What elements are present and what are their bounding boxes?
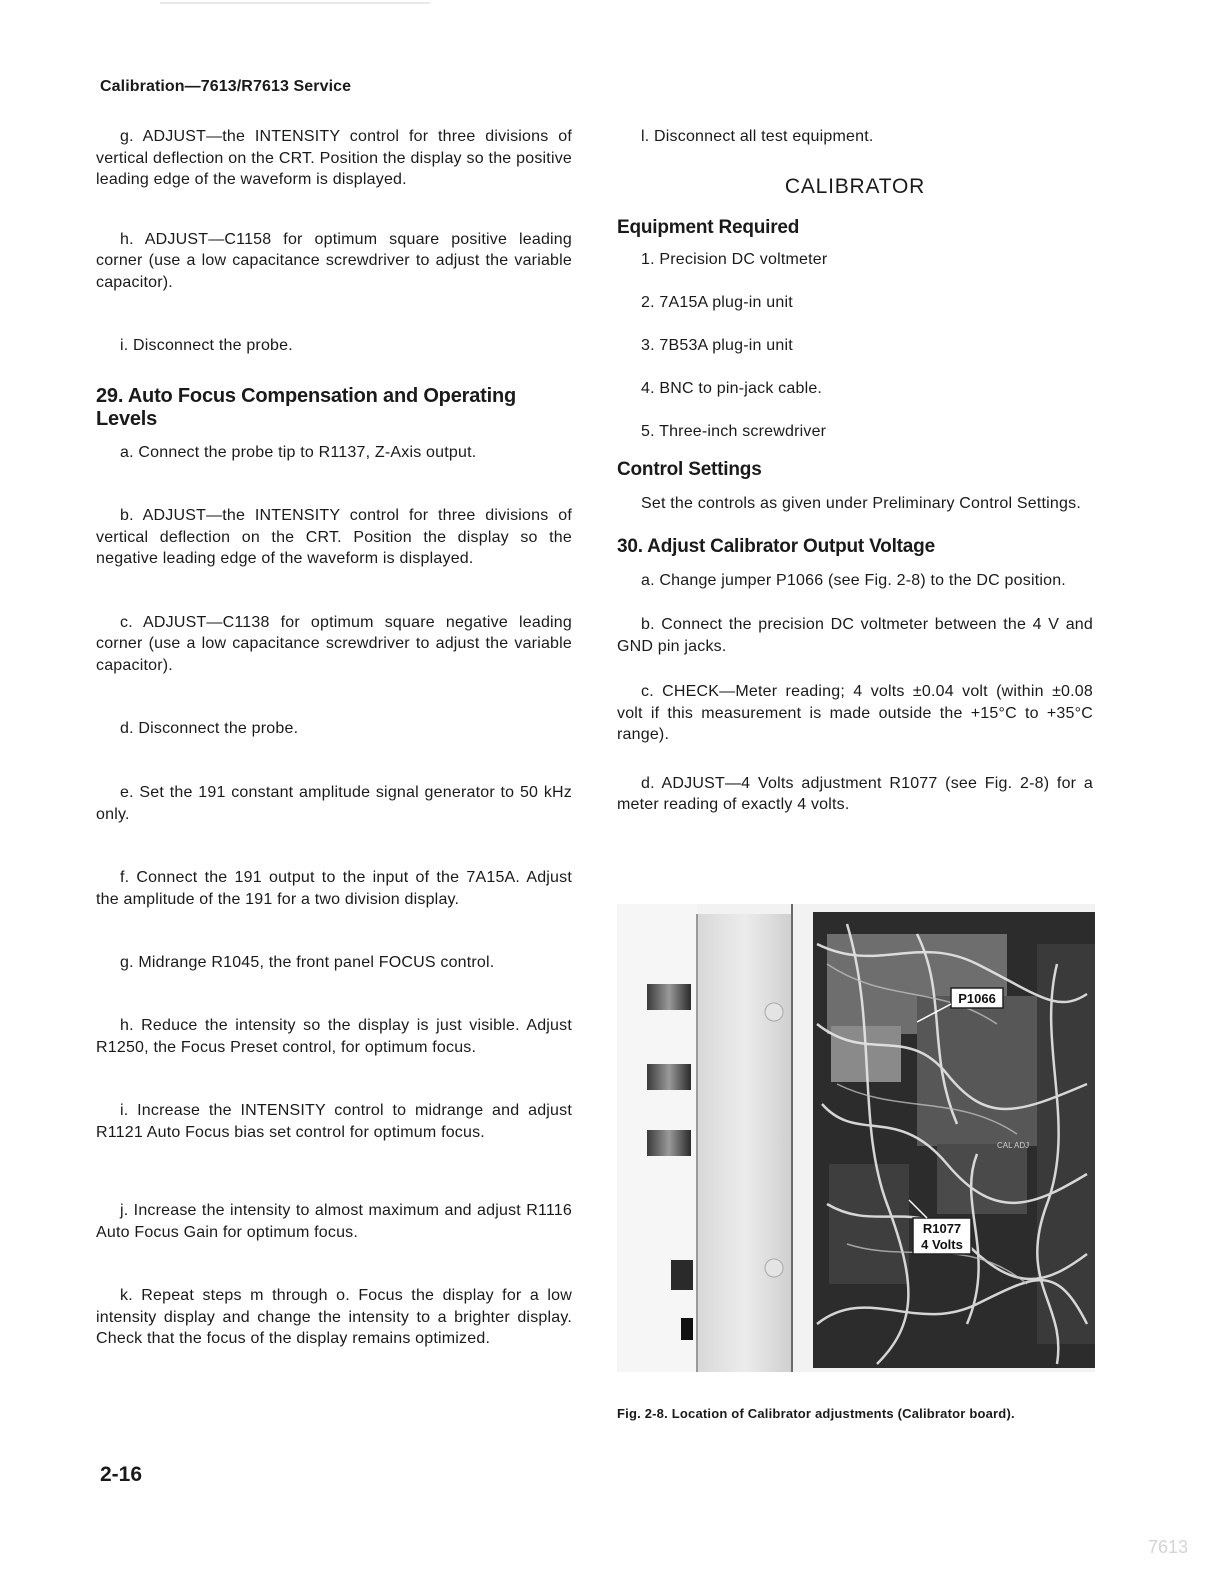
section-29-step-f: f. Connect the 191 output to the input of the 7A15A. Adjust the amplitude of the 191 for a two division display. [96, 869, 572, 908]
section-30-step-b: b. Connect the precision DC voltmeter between the 4 V and GND pin jacks. [617, 616, 1093, 655]
four-volts-label: 4 Volts [921, 1237, 963, 1252]
equipment-item: 1. Precision DC voltmeter [641, 251, 828, 268]
page-number: 2-16 [100, 1463, 143, 1486]
step-i: i. Disconnect the probe. [120, 337, 293, 354]
equipment-list [617, 249, 1093, 442]
step-g: g. ADJUST—the INTENSITY control for three divisions of vertical deflection on the CRT. Position the display so the positive leading edge of the waveform is displayed. [96, 128, 572, 188]
calibrator-heading: CALIBRATOR [784, 175, 926, 198]
section-29-step-k: k. Repeat steps m through o. Focus the display for a low intensity display and change the intensity to a brighter display. Check that the focus of the display remains optimized. [96, 1287, 572, 1347]
section-29-step-b: b. ADJUST—the INTENSITY control for three divisions of vertical deflection on the CRT. Position the display so the negative leading edge of the waveform is displayed. [96, 507, 572, 567]
equipment-item: 2. 7A15A plug-in unit [641, 294, 793, 311]
section-30-step-c: c. CHECK—Meter reading; 4 volts ±0.04 volt (within ±0.08 volt if this measurement is made outside the +15°C to +35°C range). [617, 683, 1093, 743]
top-edge-line [160, 2, 430, 4]
control-settings-text: Set the controls as given under Preliminary Control Settings. [641, 495, 1081, 512]
right-column [617, 126, 1093, 816]
cal-adj-label: CAL ADJ [997, 1141, 1030, 1150]
section-29-step-j: j. Increase the intensity to almost maximum and adjust R1116 Auto Focus Gain for optimum focus. [96, 1202, 572, 1241]
r1077-label: R1077 [922, 1221, 962, 1236]
section-29-step-h: h. Reduce the intensity so the display is just visible. Adjust R1250, the Focus Preset control, for optimum focus. [96, 1017, 572, 1056]
section-29-step-d: d. Disconnect the probe. [120, 720, 299, 737]
section-29-step-e: e. Set the 191 constant amplitude signal generator to 50 kHz only. [96, 784, 572, 823]
section-30-step-d: d. ADJUST—4 Volts adjustment R1077 (see Fig. 2-8) for a meter reading of exactly 4 volts. [617, 774, 1093, 813]
step-l: l. Disconnect all test equipment. [641, 128, 874, 145]
section-29-step-i: i. Increase the INTENSITY control to midrange and adjust R1121 Auto Focus bias set control for optimum focus. [96, 1102, 572, 1141]
figure-caption: Fig. 2-8. Location of Calibrator adjustments (Calibrator board). [617, 1406, 1015, 1421]
section-29-heading: 29. Auto Focus Compensation and Operating Levels [96, 385, 516, 430]
p1066-label: P1066 [958, 991, 996, 1006]
equipment-required-heading: Equipment Required [617, 217, 800, 238]
control-settings-heading: Control Settings [617, 459, 762, 480]
section-29-step-c: c. ADJUST—C1138 for optimum square negative leading corner (use a low capacitance screwdriver to adjust the variable capacitor). [96, 613, 572, 674]
equipment-item: 5. Three-inch screwdriver [641, 423, 827, 440]
section-30-step-a: a. Change jumper P1066 (see Fig. 2-8) to the DC position. [641, 571, 1066, 589]
watermark: 7613 [1148, 1537, 1189, 1557]
step-h: h. ADJUST—C1158 for optimum square positive leading corner (use a low capacitance screwdriver to adjust the variable capacitor). [96, 230, 572, 291]
section-29-step-a: a. Connect the probe tip to R1137, Z-Axis output. [120, 444, 477, 461]
section-30-heading: 30. Adjust Calibrator Output Voltage [617, 535, 935, 557]
left-column [96, 126, 572, 1350]
equipment-item: 3. 7B53A plug-in unit [641, 337, 793, 354]
equipment-item: 4. BNC to pin-jack cable. [641, 380, 823, 397]
section-29-step-g: g. Midrange R1045, the front panel FOCUS control. [120, 954, 495, 971]
running-head: Calibration—7613/R7613 Service [100, 78, 352, 95]
calibrator-board-photo [617, 904, 1095, 1372]
